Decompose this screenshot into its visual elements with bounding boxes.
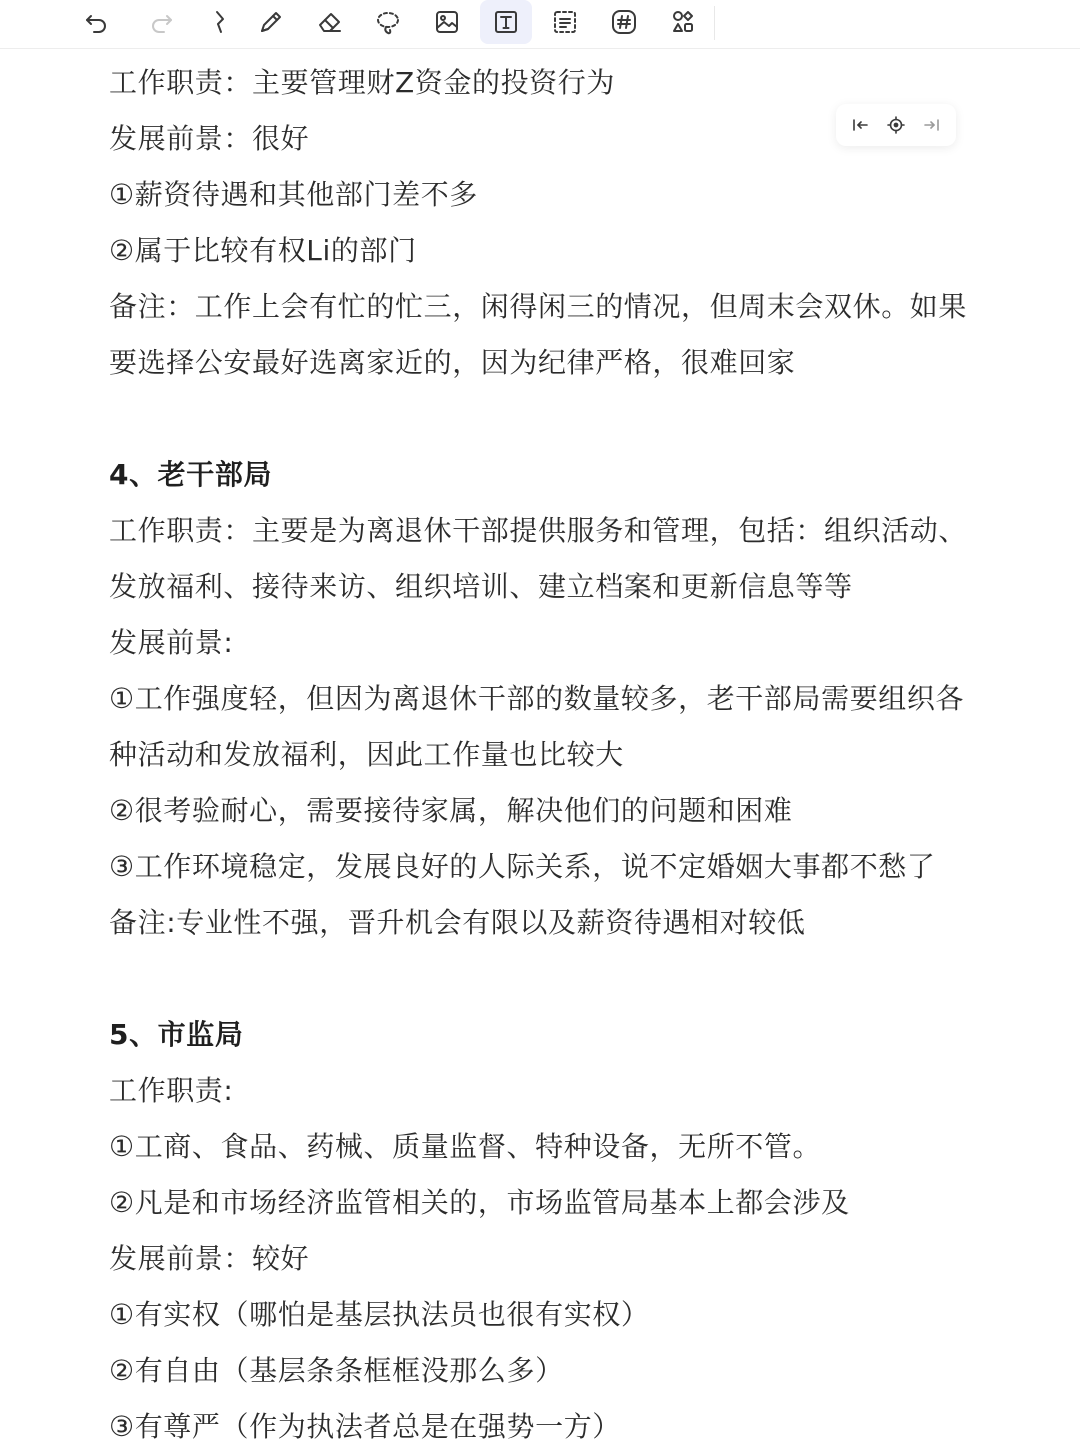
shapes-icon bbox=[668, 7, 698, 37]
redo-icon bbox=[146, 7, 176, 37]
text-line: 种活动和发放福利，因此工作量也比较大 bbox=[109, 738, 624, 771]
text-line: ①薪资待遇和其他部门差不多 bbox=[109, 178, 478, 211]
text-line: 发展前景: bbox=[109, 626, 234, 659]
text-box-icon bbox=[550, 7, 580, 37]
text-line: ②有自由（基层条条框框没那么多） bbox=[109, 1354, 564, 1387]
text-line: ③工作环境稳定，发展良好的人际关系，说不定婚姻大事都不愁了 bbox=[109, 850, 936, 883]
toolbar bbox=[0, 0, 1080, 49]
lasso-button[interactable] bbox=[362, 0, 414, 44]
text-line: 工作职责：主要是为离退休干部提供服务和管理，包括：组织活动、 bbox=[109, 514, 968, 547]
text-line: 发展前景：很好 bbox=[109, 122, 310, 155]
text-line: 工作职责: bbox=[109, 1074, 234, 1107]
shapes-button[interactable] bbox=[657, 0, 709, 44]
image-icon bbox=[432, 7, 462, 37]
note-document[interactable] bbox=[109, 55, 1014, 1455]
image-button[interactable] bbox=[421, 0, 473, 44]
eraser-icon bbox=[315, 7, 345, 37]
section-heading: 5、市监局 bbox=[109, 1018, 244, 1051]
text-line: 备注:专业性不强，晋升机会有限以及薪资待遇相对较低 bbox=[109, 906, 806, 939]
eraser-button[interactable] bbox=[304, 0, 356, 44]
hashtag-icon bbox=[609, 7, 639, 37]
text-line: ②很考验耐心，需要接待家属，解决他们的问题和困难 bbox=[109, 794, 793, 827]
text-line: 发放福利、接待来访、组织培训、建立档案和更新信息等等 bbox=[109, 570, 853, 603]
text-line: 发展前景：较好 bbox=[109, 1242, 310, 1275]
text-line: ③有尊严（作为执法者总是在强势一方） bbox=[109, 1410, 621, 1443]
undo-icon bbox=[82, 7, 112, 37]
lasso-icon bbox=[373, 7, 403, 37]
blank-line bbox=[109, 391, 1014, 447]
text-line: ①有实权（哪怕是基层执法员也很有实权） bbox=[109, 1298, 650, 1331]
blank-line bbox=[109, 951, 1014, 1007]
undo-button[interactable] bbox=[71, 0, 123, 44]
text-line: 要选择公安最好选离家近的，因为纪律严格，很难回家 bbox=[109, 346, 796, 379]
redo-button[interactable] bbox=[135, 0, 187, 44]
toolbar-divider bbox=[714, 6, 715, 40]
text-line: 备注：工作上会有忙的忙三，闲得闲三的情况，但周末会双休。如果 bbox=[109, 290, 968, 323]
text-line: ②属于比较有权Li的部门 bbox=[109, 234, 417, 267]
text-tool-icon bbox=[491, 7, 521, 37]
hashtag-button[interactable] bbox=[598, 0, 650, 44]
pen-button[interactable] bbox=[245, 0, 297, 44]
text-line: ①工作强度轻，但因为离退休干部的数量较多，老干部局需要组织各 bbox=[109, 682, 965, 715]
section-heading: 4、老干部局 bbox=[109, 458, 273, 491]
pen-icon bbox=[256, 7, 286, 37]
laser-pointer-button[interactable] bbox=[194, 0, 246, 44]
text-box-button[interactable] bbox=[539, 0, 591, 44]
laser-pointer-icon bbox=[205, 7, 235, 37]
text-line: ②凡是和市场经济监管相关的，市场监管局基本上都会涉及 bbox=[109, 1186, 850, 1219]
text-line: 工作职责：主要管理财Z资金的投资行为 bbox=[109, 66, 615, 99]
text-line: ①工商、食品、药械、质量监督、特种设备，无所不管。 bbox=[109, 1130, 822, 1163]
text-tool-button[interactable] bbox=[480, 0, 532, 44]
